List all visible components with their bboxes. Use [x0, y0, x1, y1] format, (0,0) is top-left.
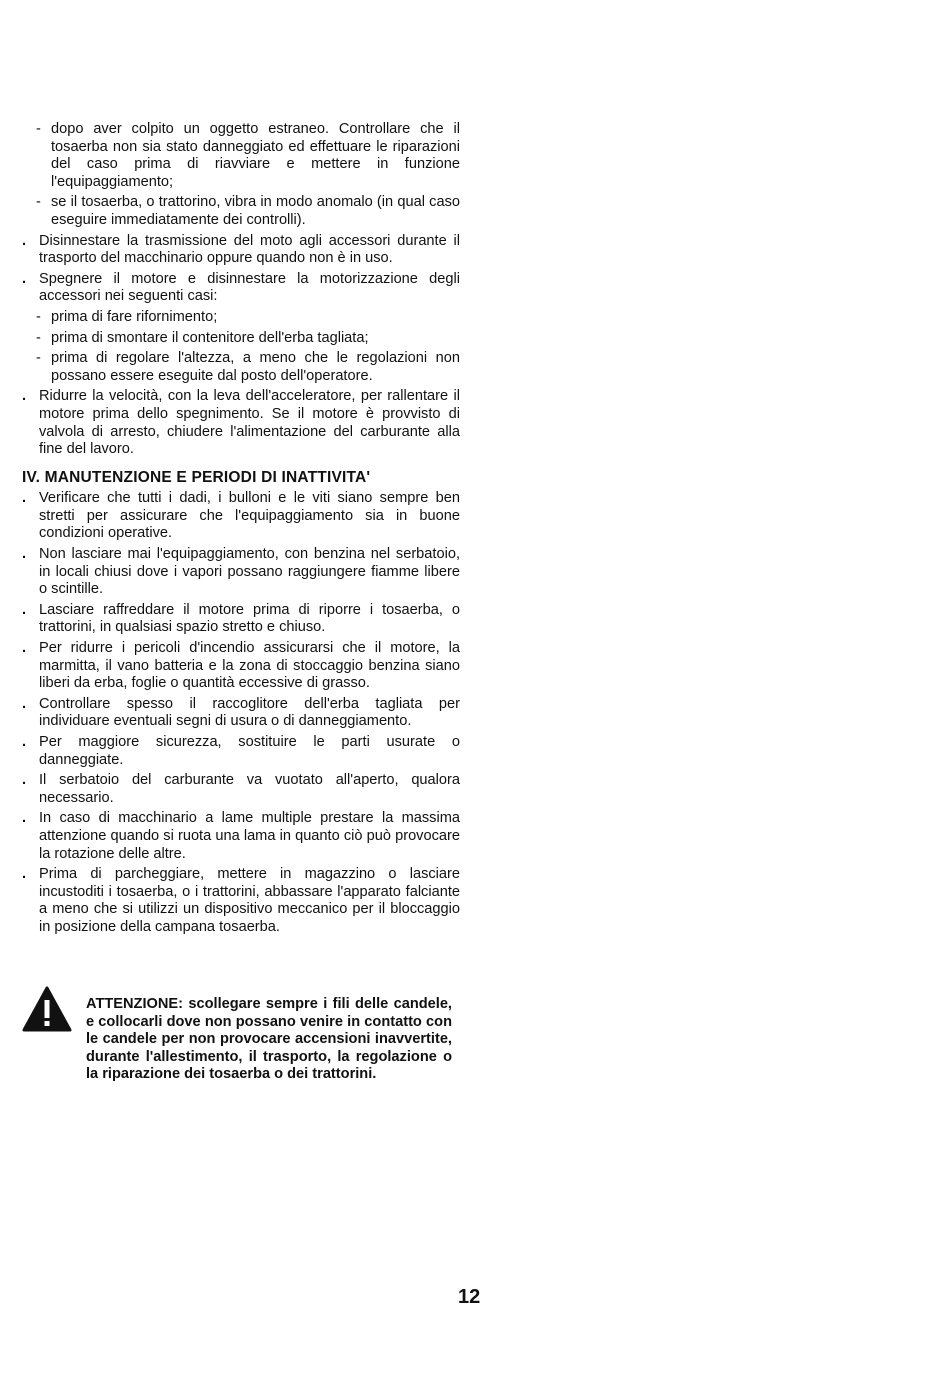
- list-item-text: Non lasciare mai l'equipaggiamento, con benzina nel serbatoio, in locali chiusi dove i vapori possano raggiungere fiamme libere o scintille.: [39, 546, 460, 598]
- bullet-marker: .: [22, 695, 27, 712]
- main-column: [22, 121, 460, 940]
- bullet-marker: .: [22, 232, 27, 249]
- list-item-text: Disinnestare la trasmissione del moto agli accessori durante il trasporto del macchinario oppure quando non è in uso.: [39, 232, 460, 267]
- section-heading: IV. MANUTENZIONE E PERIODI DI INATTIVITA': [22, 468, 371, 486]
- bullet-marker: .: [22, 734, 27, 750]
- list-item: [22, 194, 460, 229]
- list-item: [22, 734, 460, 769]
- instruction-list-top: [22, 121, 460, 459]
- list-item-text: prima di fare rifornimento;: [51, 308, 218, 325]
- list-item-text: Il serbatoio del carburante va vuotato all'aperto, qualora necessario.: [39, 772, 460, 806]
- list-item: [22, 350, 460, 385]
- bullet-marker: .: [22, 270, 27, 287]
- list-item: [22, 602, 460, 637]
- bullet-marker: .: [22, 772, 27, 789]
- bullet-marker: .: [22, 388, 27, 405]
- list-item-text: Verificare che tutti i dadi, i bulloni e le viti siano sempre ben stretti per assicurare che l'equipaggiamento sia in buone condizioni operative.: [39, 490, 460, 542]
- list-item: [22, 772, 460, 807]
- list-item: [22, 388, 460, 458]
- list-item: [22, 309, 460, 327]
- list-item: [22, 330, 460, 348]
- list-item: [22, 546, 460, 599]
- warning-block: [22, 986, 452, 1116]
- list-item-text: prima di regolare l'altezza, a meno che le regolazioni non possano essere eseguite dal posto dell'operatore.: [51, 350, 460, 384]
- warning-triangle-icon: [22, 986, 72, 1032]
- list-item-text: dopo aver colpito un oggetto estraneo. Controllare che il tosaerba non sia stato danneggiato ed effettuare le riparazioni del caso prima di riavviare e mettere in funzione l'equipaggiamento;: [51, 121, 460, 190]
- bullet-marker: .: [22, 640, 27, 657]
- bullet-marker: .: [22, 601, 27, 618]
- list-item: [22, 490, 460, 543]
- dash-marker: -: [36, 121, 41, 137]
- bullet-marker: .: [22, 490, 27, 507]
- bullet-marker: .: [22, 866, 27, 883]
- list-item-text: Per maggiore sicurezza, sostituire le parti usurate o danneggiate.: [39, 734, 460, 768]
- dash-marker: -: [36, 350, 41, 367]
- list-item-text: prima di smontare il contenitore dell'erba tagliata;: [51, 329, 369, 346]
- bullet-marker: .: [22, 810, 27, 827]
- list-item: [22, 271, 460, 306]
- list-item: [22, 233, 460, 268]
- bullet-marker: .: [22, 546, 27, 563]
- dash-marker: -: [36, 308, 41, 325]
- instruction-list-maintenance: [22, 490, 460, 936]
- list-item: [22, 640, 460, 693]
- list-item-text: In caso di macchinario a lame multiple prestare la massima attenzione quando si ruota una lama in quanto ciò può provocare la rotazione delle altre.: [39, 810, 460, 862]
- list-item-text: Per ridurre i pericoli d'incendio assicurarsi che il motore, la marmitta, il vano batteria e la zona di stoccaggio benzina siano liberi da erba, foglie o quantità eccessive di grasso.: [39, 640, 460, 692]
- list-item-text: Ridurre la velocità, con la leva dell'acceleratore, per rallentare il motore prima dello spegnimento. Se il motore è provvisto di valvola di arresto, chiudere l'alimentazione del carburante alla fine del lavoro.: [39, 388, 460, 458]
- page-number: 12: [458, 1286, 481, 1308]
- list-item-text: se il tosaerba, o trattorino, vibra in modo anomalo (in qual caso eseguire immediatamente dei controlli).: [51, 194, 460, 228]
- list-item-text: Spegnere il motore e disinnestare la motorizzazione degli accessori nei seguenti casi:: [39, 270, 460, 305]
- dash-marker: -: [36, 194, 41, 211]
- list-item: [22, 121, 460, 191]
- dash-marker: -: [36, 329, 41, 346]
- list-item: [22, 866, 460, 936]
- warning-text: ATTENZIONE: scollegare sempre i fili delle candele, e collocarli dove non possano venire in contatto con le candele per non provocare accensioni inavvertite, durante l'allestimento, il trasporto, la regolazione o la riparazione dei tosaerba o dei trattorini.: [86, 996, 452, 1083]
- list-item-text: Lasciare raffreddare il motore prima di riporre i tosaerba, o trattorini, in qualsiasi spazio stretto e chiuso.: [39, 601, 460, 636]
- list-item: [22, 696, 460, 731]
- list-item: [22, 810, 460, 863]
- list-item-text: Controllare spesso il raccoglitore dell'erba tagliata per individuare eventuali segni di usura o di danneggiamento.: [39, 695, 460, 730]
- list-item-text: Prima di parcheggiare, mettere in magazzino o lasciare incustoditi i tosaerba, o i trattorini, abbassare l'apparato falciante a meno che si utilizzi un dispositivo meccanico per il bloccaggio in posizione della campana tosaerba.: [39, 866, 460, 935]
